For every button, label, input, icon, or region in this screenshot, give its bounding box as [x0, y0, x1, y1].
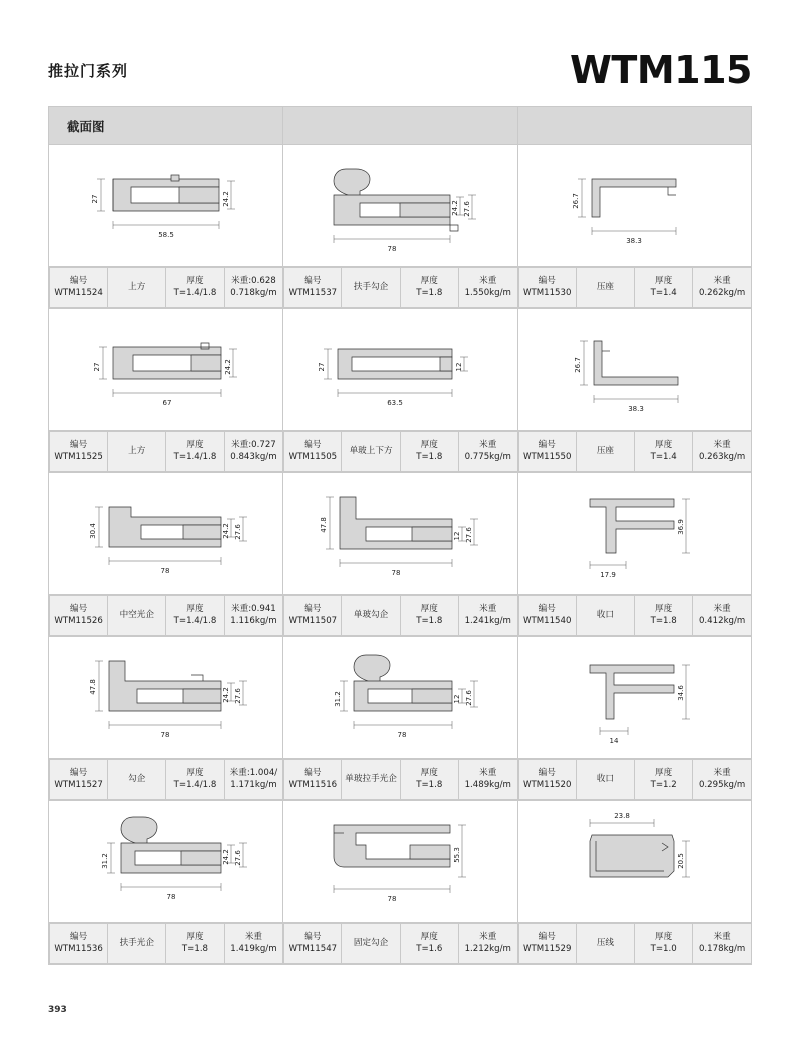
- spec-cell-wtm11547: [283, 923, 517, 965]
- spec-weight: 米重 1.550kg/m: [458, 268, 516, 308]
- spec-name: 固定勾企: [342, 924, 400, 964]
- profiles-table: [48, 106, 752, 965]
- drawing-cell-wtm11507: [283, 473, 517, 595]
- spec-code: 编号 WTM11505: [284, 432, 342, 472]
- svg-text:26.7: 26.7: [574, 356, 583, 373]
- spec-thickness: 厚度 T=1.6: [400, 924, 458, 964]
- svg-text:27: 27: [90, 194, 99, 203]
- drawing-cell-wtm11520: [517, 637, 751, 759]
- drawing-cell-wtm11537: [283, 145, 517, 267]
- spec-code: 编号 WTM11525: [50, 432, 108, 472]
- svg-text:31.2: 31.2: [100, 852, 109, 869]
- spec-weight: 米重 0.412kg/m: [693, 596, 751, 636]
- spec-thickness: 厚度 T=1.2: [635, 760, 693, 800]
- spec-cell-wtm11527: [49, 759, 283, 801]
- svg-text:20.5: 20.5: [677, 852, 686, 869]
- svg-text:58.5: 58.5: [157, 230, 174, 239]
- drawing-cell-wtm11505: [283, 309, 517, 431]
- page-header: [0, 44, 800, 96]
- drawing-cell-wtm11529: [517, 801, 751, 923]
- svg-text:24.2: 24.2: [450, 199, 459, 216]
- spec-code: 编号 WTM11527: [50, 760, 108, 800]
- spec-name: 上方: [108, 432, 166, 472]
- spec-cell-wtm11525: [49, 431, 283, 473]
- drawing-cell-wtm11526: [49, 473, 283, 595]
- spec-code: 编号 WTM11524: [50, 268, 108, 308]
- spec-cell-wtm11526: [49, 595, 283, 637]
- spec-name: 单玻拉手光企: [342, 760, 400, 800]
- spec-code: 编号 WTM11507: [284, 596, 342, 636]
- spec-name: 压线: [576, 924, 634, 964]
- spec-cell-wtm11540: [517, 595, 751, 637]
- svg-text:27.6: 27.6: [462, 200, 471, 217]
- section-header-blank-2: [517, 107, 751, 145]
- drawing-cell-wtm11550: [517, 309, 751, 431]
- svg-text:27: 27: [317, 362, 326, 371]
- spec-thickness: 厚度 T=1.8: [400, 596, 458, 636]
- svg-text:14: 14: [609, 736, 619, 745]
- spec-thickness: 厚度 T=1.4/1.8: [166, 596, 224, 636]
- drawing-row-2: [49, 309, 752, 431]
- svg-text:30.4: 30.4: [88, 522, 97, 539]
- spec-weight: 米重 0.263kg/m: [693, 432, 751, 472]
- spec-name: 收口: [576, 760, 634, 800]
- spec-name: 收口: [576, 596, 634, 636]
- svg-text:26.7: 26.7: [572, 192, 581, 209]
- svg-text:36.9: 36.9: [677, 518, 686, 535]
- spec-weight: 米重 1.241kg/m: [458, 596, 516, 636]
- drawing-cell-wtm11525: [49, 309, 283, 431]
- spec-name: 上方: [108, 268, 166, 308]
- svg-text:78: 78: [391, 568, 401, 577]
- svg-text:12: 12: [454, 362, 463, 371]
- spec-code: 编号 WTM11547: [284, 924, 342, 964]
- spec-thickness: 厚度 T=1.8: [635, 596, 693, 636]
- spec-code: 编号 WTM11536: [50, 924, 108, 964]
- spec-cell-wtm11550: [517, 431, 751, 473]
- spec-cell-wtm11537: [283, 267, 517, 309]
- drawing-cell-wtm11527: [49, 637, 283, 759]
- spec-name: 压座: [576, 268, 634, 308]
- svg-text:27.6: 27.6: [233, 523, 242, 540]
- spec-cell-wtm11529: [517, 923, 751, 965]
- spec-thickness: 厚度 T=1.8: [400, 432, 458, 472]
- drawing-cell-wtm11547: [283, 801, 517, 923]
- spec-thickness: 厚度 T=1.4: [635, 432, 693, 472]
- svg-text:24.2: 24.2: [223, 358, 232, 375]
- spec-thickness: 厚度 T=1.4: [635, 268, 693, 308]
- spec-row-2: [49, 431, 752, 473]
- svg-text:78: 78: [387, 244, 397, 253]
- spec-cell-wtm11530: [517, 267, 751, 309]
- spec-thickness: 厚度 T=1.8: [400, 760, 458, 800]
- drawing-row-5: [49, 801, 752, 923]
- spec-code: 编号 WTM11550: [518, 432, 576, 472]
- spec-weight: 米重 0.295kg/m: [693, 760, 751, 800]
- svg-text:78: 78: [160, 730, 170, 739]
- spec-thickness: 厚度 T=1.4/1.8: [166, 432, 224, 472]
- drawing-cell-wtm11524: [49, 145, 283, 267]
- svg-text:24.2: 24.2: [221, 686, 230, 703]
- svg-text:38.3: 38.3: [628, 404, 645, 413]
- svg-text:78: 78: [397, 730, 407, 739]
- svg-text:17.9: 17.9: [600, 570, 617, 579]
- svg-text:78: 78: [166, 892, 176, 901]
- svg-text:24.2: 24.2: [221, 848, 230, 865]
- spec-row-1: [49, 267, 752, 309]
- svg-text:34.6: 34.6: [677, 684, 686, 701]
- spec-name: 扶手勾企: [342, 268, 400, 308]
- series-title: 推拉门系列: [48, 61, 129, 80]
- spec-row-5: [49, 923, 752, 965]
- spec-weight: 米重:0.941 1.116kg/m: [224, 596, 282, 636]
- spec-weight: 米重:1.004/ 1.171kg/m: [224, 760, 282, 800]
- svg-text:12: 12: [452, 694, 461, 703]
- model-title: WTM115: [570, 48, 752, 92]
- spec-code: 编号 WTM11516: [284, 760, 342, 800]
- spec-name: 压座: [576, 432, 634, 472]
- spec-code: 编号 WTM11537: [284, 268, 342, 308]
- svg-text:27.6: 27.6: [233, 849, 242, 866]
- spec-code: 编号 WTM11520: [518, 760, 576, 800]
- svg-text:12: 12: [452, 531, 461, 540]
- svg-text:78: 78: [160, 566, 170, 575]
- spec-name: 扶手光企: [108, 924, 166, 964]
- spec-cell-wtm11505: [283, 431, 517, 473]
- spec-thickness: 厚度 T=1.4/1.8: [166, 760, 224, 800]
- drawing-row-1: [49, 145, 752, 267]
- section-header-cell: 截面图: [49, 107, 283, 145]
- spec-weight: 米重 1.419kg/m: [224, 924, 282, 964]
- spec-cell-wtm11520: [517, 759, 751, 801]
- spec-thickness: 厚度 T=1.8: [400, 268, 458, 308]
- svg-text:23.8: 23.8: [614, 811, 631, 820]
- drawing-row-3: [49, 473, 752, 595]
- svg-text:47.8: 47.8: [319, 516, 328, 533]
- spec-code: 编号 WTM11526: [50, 596, 108, 636]
- spec-code: 编号 WTM11529: [518, 924, 576, 964]
- svg-text:63.5: 63.5: [387, 398, 403, 407]
- spec-name: 单玻上下方: [342, 432, 400, 472]
- section-header-blank-1: [283, 107, 517, 145]
- spec-weight: 米重 1.489kg/m: [458, 760, 516, 800]
- spec-weight: 米重 1.212kg/m: [458, 924, 516, 964]
- page-number: 393: [48, 1005, 67, 1015]
- spec-cell-wtm11524: [49, 267, 283, 309]
- spec-row-4: [49, 759, 752, 801]
- svg-text:27.6: 27.6: [464, 526, 473, 543]
- spec-weight: 米重 0.775kg/m: [458, 432, 516, 472]
- svg-text:67: 67: [162, 398, 172, 407]
- spec-name: 中空光企: [108, 596, 166, 636]
- drawing-row-4: [49, 637, 752, 759]
- svg-text:38.3: 38.3: [626, 236, 643, 245]
- spec-code: 编号 WTM11530: [518, 268, 576, 308]
- svg-text:55.3: 55.3: [452, 846, 461, 863]
- svg-text:78: 78: [387, 894, 397, 903]
- spec-weight: 米重:0.727 0.843kg/m: [224, 432, 282, 472]
- spec-weight: 米重 0.178kg/m: [693, 924, 751, 964]
- drawing-cell-wtm11536: [49, 801, 283, 923]
- drawing-cell-wtm11516: [283, 637, 517, 759]
- svg-text:27.6: 27.6: [233, 687, 242, 704]
- svg-text:27: 27: [92, 362, 101, 371]
- svg-text:27.6: 27.6: [464, 689, 473, 706]
- spec-thickness: 厚度 T=1.8: [166, 924, 224, 964]
- spec-code: 编号 WTM11540: [518, 596, 576, 636]
- svg-text:24.2: 24.2: [221, 190, 230, 207]
- spec-cell-wtm11507: [283, 595, 517, 637]
- spec-weight: 米重:0.628 0.718kg/m: [224, 268, 282, 308]
- spec-name: 勾企: [108, 760, 166, 800]
- spec-thickness: 厚度 T=1.0: [635, 924, 693, 964]
- spec-cell-wtm11536: [49, 923, 283, 965]
- drawing-cell-wtm11530: [517, 145, 751, 267]
- drawing-cell-wtm11540: [517, 473, 751, 595]
- svg-text:47.8: 47.8: [88, 678, 97, 695]
- spec-row-3: [49, 595, 752, 637]
- svg-text:24.2: 24.2: [221, 522, 230, 539]
- spec-cell-wtm11516: [283, 759, 517, 801]
- table-header-row: [49, 107, 752, 145]
- spec-thickness: 厚度 T=1.4/1.8: [166, 268, 224, 308]
- svg-text:31.2: 31.2: [333, 690, 342, 707]
- spec-weight: 米重 0.262kg/m: [693, 268, 751, 308]
- spec-name: 单玻勾企: [342, 596, 400, 636]
